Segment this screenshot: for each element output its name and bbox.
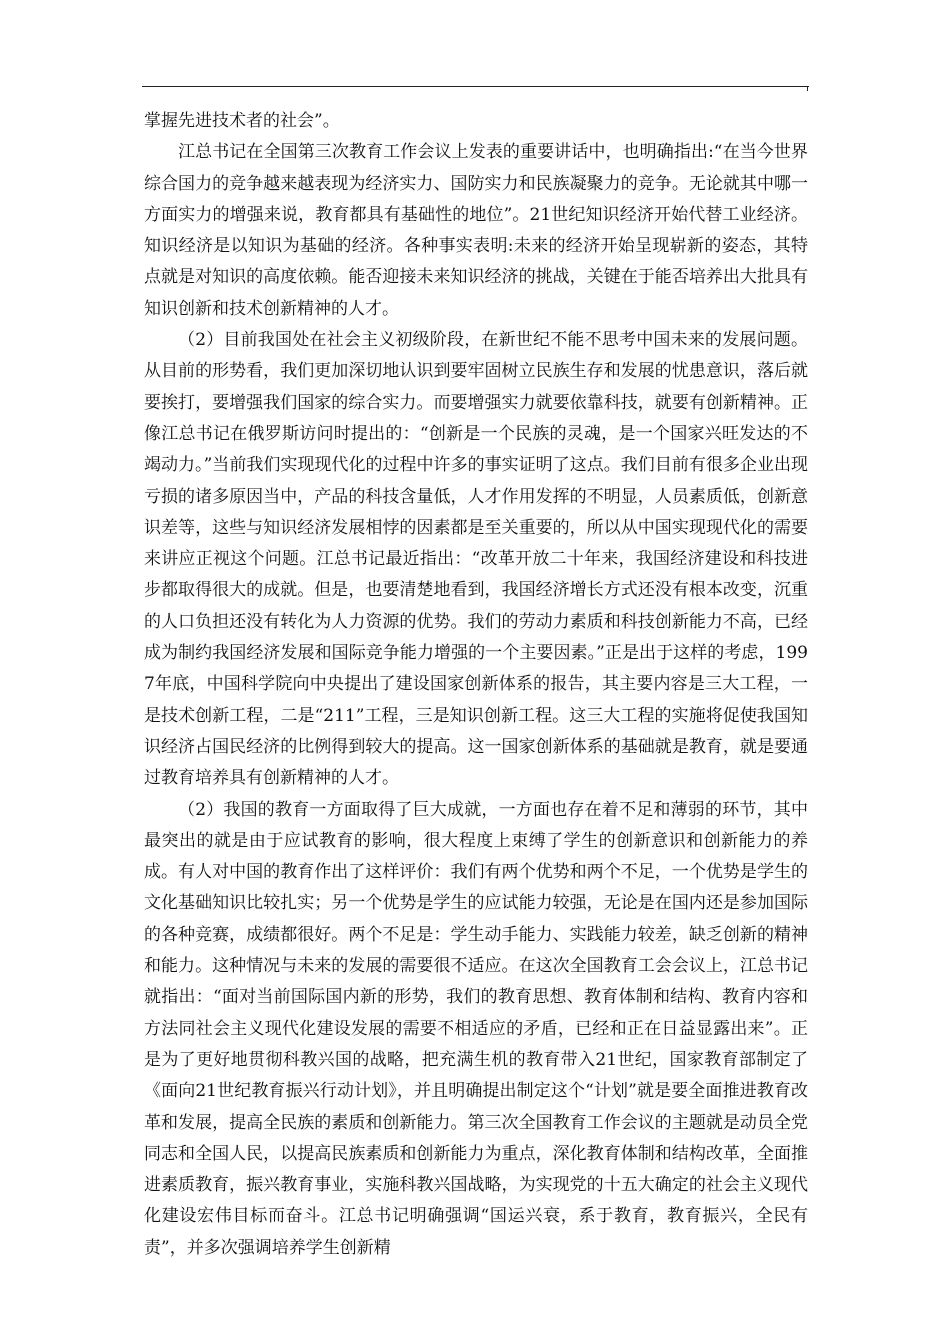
- paragraph-speech-quote: 江总书记在全国第三次教育工作会议上发表的重要讲话中，也明确指出:“在当今世界综合国力的竞争越来越表现为经济实力、国防实力和民族凝聚力的竞争。无论就其中哪一方面实力的增强来说，教育都具有基础性的地位”。21世纪知识经济开始代替工业经济。知识经济是以知识为基础的经济。各种事实表明:未来的经济开始呈现崭新的姿态，其特点就是对知识的高度依赖。能否迎接未来知识经济的挑战，关键在于能否培养出大批具有知识创新和技术创新精神的人才。: [144, 142, 808, 319]
- paragraph-education-achievements: （2）我国的教育一方面取得了巨大成就，一方面也存在着不足和薄弱的环节，其中最突出的就是由于应试教育的影响，很大程度上束缚了学生的创新意识和创新能力的养成。有人对中国的教育作出了这样评价：我们有两个优势和两个不足，一个优势是学生的文化基础知识比较扎实；另一个优势是学生的应试能力较强，无论是在国内还是参加国际的各种竞赛，成绩都很好。两个不足是：学生动手能力、实践能力较差，缺乏创新的精神和能力。这种情况与未来的发展的需要很不适应。在这次全国教育工会会议上，江总书记就指出：“面对当前国际国内新的形势，我们的教育思想、教育体制和结构、教育内容和方法同社会主义现代化建设发展的需要不相适应的矛盾，已经和正在日益显露出来”。正是为了更好地贯彻科教兴国的战略，把充满生机的教育带入21世纪，国家教育部制定了《面向21世纪教育振兴行动计划》，并且明确提出制定这个“计划”就是要全面推进教育改革和发展，提高全民族的素质和创新能力。第三次全国教育工作会议的主题就是动员全党同志和全国人民，以提高民族素质和创新能力为重点，深化教育体制和结构改革，全面推进素质教育，振兴教育事业，实施科教兴国战略，为实现党的十五大确定的社会主义现代化建设宏伟目标而奋斗。江总书记明确强调“国运兴衰，系于教育，教育振兴，全民有责”，并多次强调培养学生创新精: [144, 799, 808, 1258]
- document-body: [144, 106, 808, 1264]
- header-rule-end-mark: [807, 86, 808, 91]
- header-rule: [142, 86, 809, 87]
- paragraph-development-issue: （2）目前我国处在社会主义初级阶段，在新世纪不能不思考中国未来的发展问题。从目前的形势看，我们更加深切地认识到要牢固树立民族生存和发展的忧患意识，落后就要挨打，要增强我们国家的综合实力。而要增强实力就要依靠科技，就要有创新精神。正像江总书记在俄罗斯访问时提出的：“创新是一个民族的灵魂，是一个国家兴旺发达的不竭动力。”当前我们实现现代化的过程中许多的事实证明了这点。我们目前有很多企业出现亏损的诸多原因当中，产品的科技含量低，人才作用发挥的不明显，人员素质低，创新意识差等，这些与知识经济发展相悖的因素都是至关重要的，所以从中国实现现代化的需要来讲应正视这个问题。江总书记最近指出：“改革开放二十年来，我国经济建设和科技进步都取得很大的成就。但是，也要清楚地看到，我国经济增长方式还没有根本改变，沉重的人口负担还没有转化为人力资源的优势。我们的劳动力素质和科技创新能力不高，已经成为制约我国经济发展和国际竞争能力增强的一个主要因素。”正是出于这样的考虑，1997年底，中国科学院向中央提出了建设国家创新体系的报告，其主要内容是三大工程，一是技术创新工程，二是“211”工程，三是知识创新工程。这三大工程的实施将促使我国知识经济占国民经济的比例得到较大的提高。这一国家创新体系的基础就是教育，就是要通过教育培养具有创新精神的人才。: [144, 330, 808, 789]
- paragraph-continuation: 掌握先进技术者的社会”。: [144, 111, 340, 131]
